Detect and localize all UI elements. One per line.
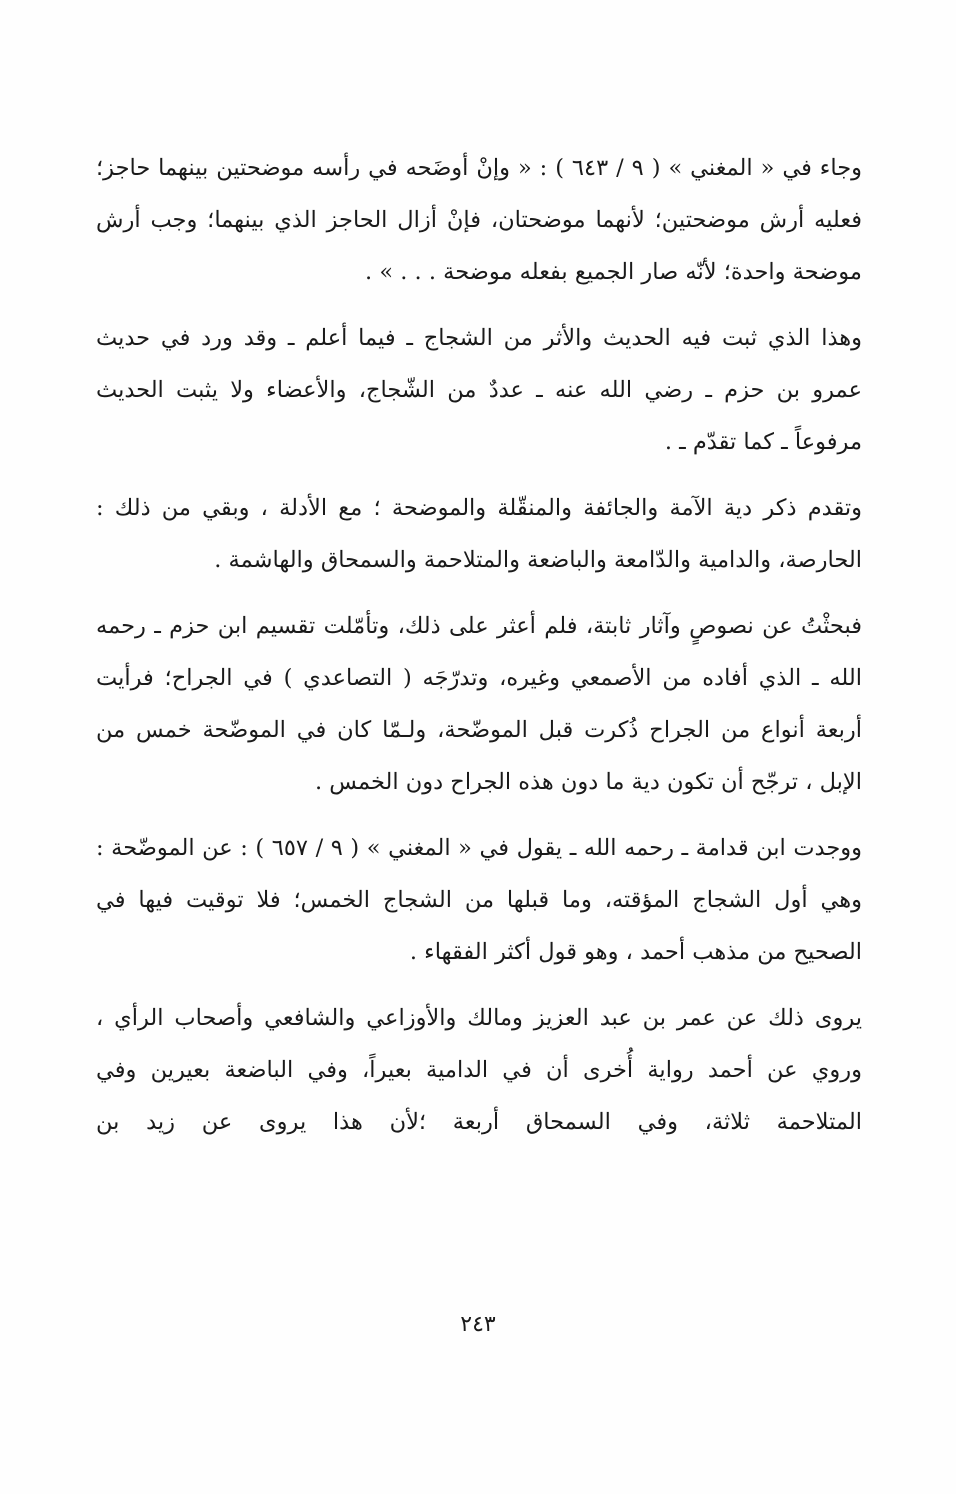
paragraph-1: وجاء في « المغني » ( ٩ / ٦٤٣ ) : « وإنْ أوضَحه في رأسه موضحتين بينهما حاجز؛ فعليه أرش موضحتين؛ لأنهما موضحتان، فإنْ أزال الحاجز الذي بينهما؛ وجب أرش موضحة واحدة؛ لأنّه صار الجميع بفعله موضحة . . . » . (96, 155, 862, 285)
paragraph-2: وهذا الذي ثبت فيه الحديث والأثر من الشجاج ـ فيما أعلم ـ وقد ورد في حديث عمرو بن حزم ـ رضي الله عنه ـ عددٌ من الشّجاج، والأعضاء ولا يثبت الحديث مرفوعاً ـ كما تقدّم ـ . (96, 325, 862, 455)
paragraph-4: فبحثْتُ عن نصوصٍ وآثار ثابتة، فلم أعثر على ذلك، وتأمّلت تقسيم ابن حزم ـ رحمه الله ـ الذي أفاده من الأصمعي وغيره، وتدرّجَه ( التصاعدي ) في الجراح؛ فرأيت أربعة أنواع من الجراح ذُكرت قبل الموضّحة، ولـمّا كان في الموضّحة خمس من الإبل ، ترجّح أن تكون دية ما دون هذه الجراح دون الخمس . (96, 613, 862, 795)
page-number: ٢٤٣ (460, 1312, 496, 1337)
paragraph-5: ووجدت ابن قدامة ـ رحمه الله ـ يقول في « المغني » ( ٩ / ٦٥٧ ) : عن الموضّحة : وهي أول الشجاج المؤقته، وما قبلها من الشجاج الخمس؛ فلا توقيت فيها في الصحيح من مذهب أحمد ، وهو قول أكثر الفقهاء . (96, 835, 863, 965)
body-text (96, 142, 862, 1162)
paragraph-3: وتقدم ذكر دية الآمة والجائفة والمنقّلة والموضحة ؛ مع الأدلة ، وبقي من ذلك : الحارصة، والدامية والدّامعة والباضعة والمتلاحمة والسمحاق والهاشمة . (96, 495, 862, 573)
paragraph-6: يروى ذلك عن عمر بن عبد العزيز ومالك والأوزاعي والشافعي وأصحاب الرأي ، وروي عن أحمد رواية أُخرى أن في الدامية بعيراً، وفي الباضعة بعيرين وفي المتلاحمة ثلاثة، وفي السمحاق أربعة ؛لأن هذا يروى عن زيد بن (96, 1005, 862, 1135)
